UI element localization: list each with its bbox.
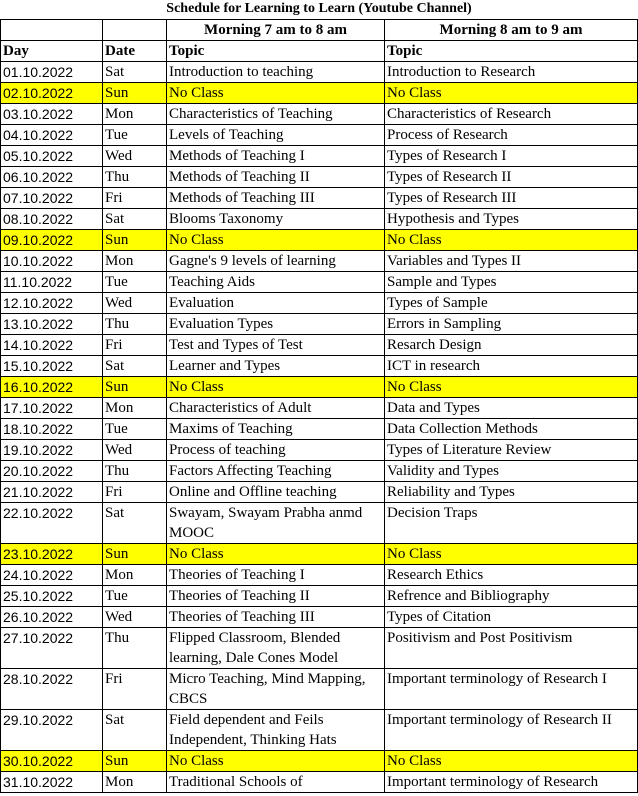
table-row bbox=[1, 104, 638, 125]
topic1-cell: Process of teaching bbox=[167, 440, 385, 461]
date-cell: Tue bbox=[103, 419, 167, 440]
table-row bbox=[1, 272, 638, 293]
date-cell: Fri bbox=[103, 482, 167, 503]
topic1-cell: Teaching Aids bbox=[167, 272, 385, 293]
topic2-cell: Types of Research II bbox=[385, 167, 638, 188]
day-cell: 21.10.2022 bbox=[1, 482, 103, 503]
date-cell: Sun bbox=[103, 751, 167, 772]
table-row bbox=[1, 440, 638, 461]
day-cell: 15.10.2022 bbox=[1, 356, 103, 377]
day-cell: 11.10.2022 bbox=[1, 272, 103, 293]
day-cell: 20.10.2022 bbox=[1, 461, 103, 482]
topic2-cell: No Class bbox=[385, 544, 638, 565]
date-cell: Tue bbox=[103, 125, 167, 146]
topic1-cell: Learner and Types bbox=[167, 356, 385, 377]
day-cell: 17.10.2022 bbox=[1, 398, 103, 419]
date-cell: Mon bbox=[103, 772, 167, 793]
table-row bbox=[1, 146, 638, 167]
topic2-cell: Important terminology of Research I bbox=[385, 669, 638, 710]
topic2-cell: Types of Research III bbox=[385, 188, 638, 209]
table-row bbox=[1, 586, 638, 607]
table-row bbox=[1, 83, 638, 104]
table-row bbox=[1, 251, 638, 272]
table-row bbox=[1, 356, 638, 377]
schedule-table bbox=[0, 19, 638, 793]
topic2-cell: Validity and Types bbox=[385, 461, 638, 482]
slot1-header: Morning 7 am to 8 am bbox=[167, 20, 385, 41]
day-column-header: Day bbox=[1, 41, 103, 62]
topic1-cell: Levels of Teaching bbox=[167, 125, 385, 146]
topic2-column-header: Topic bbox=[385, 41, 638, 62]
table-row bbox=[1, 188, 638, 209]
topic1-cell: Evaluation Types bbox=[167, 314, 385, 335]
topic1-column-header: Topic bbox=[167, 41, 385, 62]
topic2-cell: Introduction to Research bbox=[385, 62, 638, 83]
topic1-cell: Methods of Teaching III bbox=[167, 188, 385, 209]
topic1-cell: Evaluation bbox=[167, 293, 385, 314]
topic1-cell: Theories of Teaching III bbox=[167, 607, 385, 628]
topic1-cell: Maxims of Teaching bbox=[167, 419, 385, 440]
date-cell: Sat bbox=[103, 62, 167, 83]
date-cell: Sat bbox=[103, 710, 167, 751]
table-row bbox=[1, 419, 638, 440]
date-cell: Wed bbox=[103, 607, 167, 628]
table-row bbox=[1, 335, 638, 356]
topic2-cell: Research Ethics bbox=[385, 565, 638, 586]
topic2-cell: No Class bbox=[385, 83, 638, 104]
topic2-cell: Types of Research I bbox=[385, 146, 638, 167]
date-cell: Wed bbox=[103, 293, 167, 314]
date-cell: Tue bbox=[103, 586, 167, 607]
topic2-cell: No Class bbox=[385, 751, 638, 772]
topic2-cell: No Class bbox=[385, 377, 638, 398]
topic2-cell: Resarch Design bbox=[385, 335, 638, 356]
topic1-cell: No Class bbox=[167, 751, 385, 772]
topic1-cell: Theories of Teaching II bbox=[167, 586, 385, 607]
topic1-cell: Methods of Teaching II bbox=[167, 167, 385, 188]
date-cell: Mon bbox=[103, 251, 167, 272]
day-cell: 19.10.2022 bbox=[1, 440, 103, 461]
topic2-cell: Process of Research bbox=[385, 125, 638, 146]
topic1-cell: Swayam, Swayam Prabha anmd MOOC bbox=[167, 503, 385, 544]
day-cell: 02.10.2022 bbox=[1, 83, 103, 104]
day-cell: 28.10.2022 bbox=[1, 669, 103, 710]
date-cell: Sun bbox=[103, 377, 167, 398]
table-row bbox=[1, 565, 638, 586]
topic2-cell: Data Collection Methods bbox=[385, 419, 638, 440]
topic1-cell: Factors Affecting Teaching bbox=[167, 461, 385, 482]
table-row bbox=[1, 398, 638, 419]
table-row bbox=[1, 62, 638, 83]
topic2-cell: Important terminology of Research II bbox=[385, 710, 638, 751]
topic2-cell: Types of Citation bbox=[385, 607, 638, 628]
date-cell: Sat bbox=[103, 209, 167, 230]
topic1-cell: Field dependent and Feils Independent, Thinking Hats bbox=[167, 710, 385, 751]
table-row bbox=[1, 230, 638, 251]
date-cell: Wed bbox=[103, 146, 167, 167]
table-row bbox=[1, 751, 638, 772]
day-cell: 03.10.2022 bbox=[1, 104, 103, 125]
table-row bbox=[1, 669, 638, 710]
day-cell: 22.10.2022 bbox=[1, 503, 103, 544]
topic1-cell: Test and Types of Test bbox=[167, 335, 385, 356]
topic2-cell: Positivism and Post Positivism bbox=[385, 628, 638, 669]
topic2-cell: Refrence and Bibliography bbox=[385, 586, 638, 607]
table-row bbox=[1, 772, 638, 793]
day-cell: 06.10.2022 bbox=[1, 167, 103, 188]
topic1-cell: Theories of Teaching I bbox=[167, 565, 385, 586]
topic2-cell: Variables and Types II bbox=[385, 251, 638, 272]
schedule-body bbox=[1, 62, 638, 793]
topic1-cell: Blooms Taxonomy bbox=[167, 209, 385, 230]
topic1-cell: No Class bbox=[167, 230, 385, 251]
topic1-cell: Characteristics of Adult bbox=[167, 398, 385, 419]
topic2-cell: Decision Traps bbox=[385, 503, 638, 544]
date-cell: Sun bbox=[103, 83, 167, 104]
slot-header-row bbox=[1, 20, 638, 41]
topic2-cell: Types of Sample bbox=[385, 293, 638, 314]
topic2-cell: Characteristics of Research bbox=[385, 104, 638, 125]
topic1-cell: No Class bbox=[167, 377, 385, 398]
table-row bbox=[1, 167, 638, 188]
topic1-cell: Micro Teaching, Mind Mapping, CBCS bbox=[167, 669, 385, 710]
day-cell: 26.10.2022 bbox=[1, 607, 103, 628]
table-row bbox=[1, 503, 638, 544]
day-cell: 13.10.2022 bbox=[1, 314, 103, 335]
table-row bbox=[1, 377, 638, 398]
day-cell: 18.10.2022 bbox=[1, 419, 103, 440]
page-title: Schedule for Learning to Learn (Youtube Channel) bbox=[166, 1, 472, 16]
date-cell: Sun bbox=[103, 230, 167, 251]
topic1-cell: Flipped Classroom, Blended learning, Dale Cones Model bbox=[167, 628, 385, 669]
date-cell: Mon bbox=[103, 565, 167, 586]
topic1-cell: Traditional Schools of bbox=[167, 772, 385, 793]
topic2-cell: Sample and Types bbox=[385, 272, 638, 293]
date-cell: Thu bbox=[103, 461, 167, 482]
date-cell: Sat bbox=[103, 503, 167, 544]
topic2-cell: Reliability and Types bbox=[385, 482, 638, 503]
day-cell: 09.10.2022 bbox=[1, 230, 103, 251]
table-row bbox=[1, 461, 638, 482]
topic1-cell: Characteristics of Teaching bbox=[167, 104, 385, 125]
topic1-cell: Online and Offline teaching bbox=[167, 482, 385, 503]
day-cell: 07.10.2022 bbox=[1, 188, 103, 209]
date-column-header: Date bbox=[103, 41, 167, 62]
day-cell: 05.10.2022 bbox=[1, 146, 103, 167]
day-cell: 14.10.2022 bbox=[1, 335, 103, 356]
day-cell: 01.10.2022 bbox=[1, 62, 103, 83]
slot2-header: Morning 8 am to 9 am bbox=[385, 20, 638, 41]
date-cell: Sun bbox=[103, 544, 167, 565]
topic1-cell: No Class bbox=[167, 544, 385, 565]
topic1-cell: Gagne's 9 levels of learning bbox=[167, 251, 385, 272]
day-cell: 30.10.2022 bbox=[1, 751, 103, 772]
date-cell: Wed bbox=[103, 440, 167, 461]
date-cell: Tue bbox=[103, 272, 167, 293]
table-row bbox=[1, 125, 638, 146]
date-cell: Thu bbox=[103, 628, 167, 669]
table-row bbox=[1, 482, 638, 503]
topic2-cell: Types of Literature Review bbox=[385, 440, 638, 461]
topic2-cell: Data and Types bbox=[385, 398, 638, 419]
day-cell: 29.10.2022 bbox=[1, 710, 103, 751]
date-cell: Mon bbox=[103, 104, 167, 125]
topic2-cell: ICT in research bbox=[385, 356, 638, 377]
day-cell: 31.10.2022 bbox=[1, 772, 103, 793]
day-cell: 10.10.2022 bbox=[1, 251, 103, 272]
topic2-cell: Important terminology of Research bbox=[385, 772, 638, 793]
table-row bbox=[1, 544, 638, 565]
date-cell: Fri bbox=[103, 188, 167, 209]
topic2-cell: Hypothesis and Types bbox=[385, 209, 638, 230]
topic1-cell: No Class bbox=[167, 83, 385, 104]
date-cell: Fri bbox=[103, 669, 167, 710]
table-row bbox=[1, 607, 638, 628]
day-cell: 25.10.2022 bbox=[1, 586, 103, 607]
date-cell: Thu bbox=[103, 314, 167, 335]
date-cell: Thu bbox=[103, 167, 167, 188]
day-cell: 04.10.2022 bbox=[1, 125, 103, 146]
day-cell: 16.10.2022 bbox=[1, 377, 103, 398]
table-row bbox=[1, 209, 638, 230]
day-cell: 08.10.2022 bbox=[1, 209, 103, 230]
day-cell: 12.10.2022 bbox=[1, 293, 103, 314]
day-cell: 23.10.2022 bbox=[1, 544, 103, 565]
day-cell: 27.10.2022 bbox=[1, 628, 103, 669]
table-row bbox=[1, 293, 638, 314]
topic2-cell: No Class bbox=[385, 230, 638, 251]
table-row bbox=[1, 314, 638, 335]
date-cell: Sat bbox=[103, 356, 167, 377]
topic2-cell: Errors in Sampling bbox=[385, 314, 638, 335]
column-header-row bbox=[1, 41, 638, 62]
table-row bbox=[1, 628, 638, 669]
date-cell: Fri bbox=[103, 335, 167, 356]
date-cell: Mon bbox=[103, 398, 167, 419]
topic1-cell: Introduction to teaching bbox=[167, 62, 385, 83]
topic1-cell: Methods of Teaching I bbox=[167, 146, 385, 167]
table-row bbox=[1, 710, 638, 751]
day-cell: 24.10.2022 bbox=[1, 565, 103, 586]
